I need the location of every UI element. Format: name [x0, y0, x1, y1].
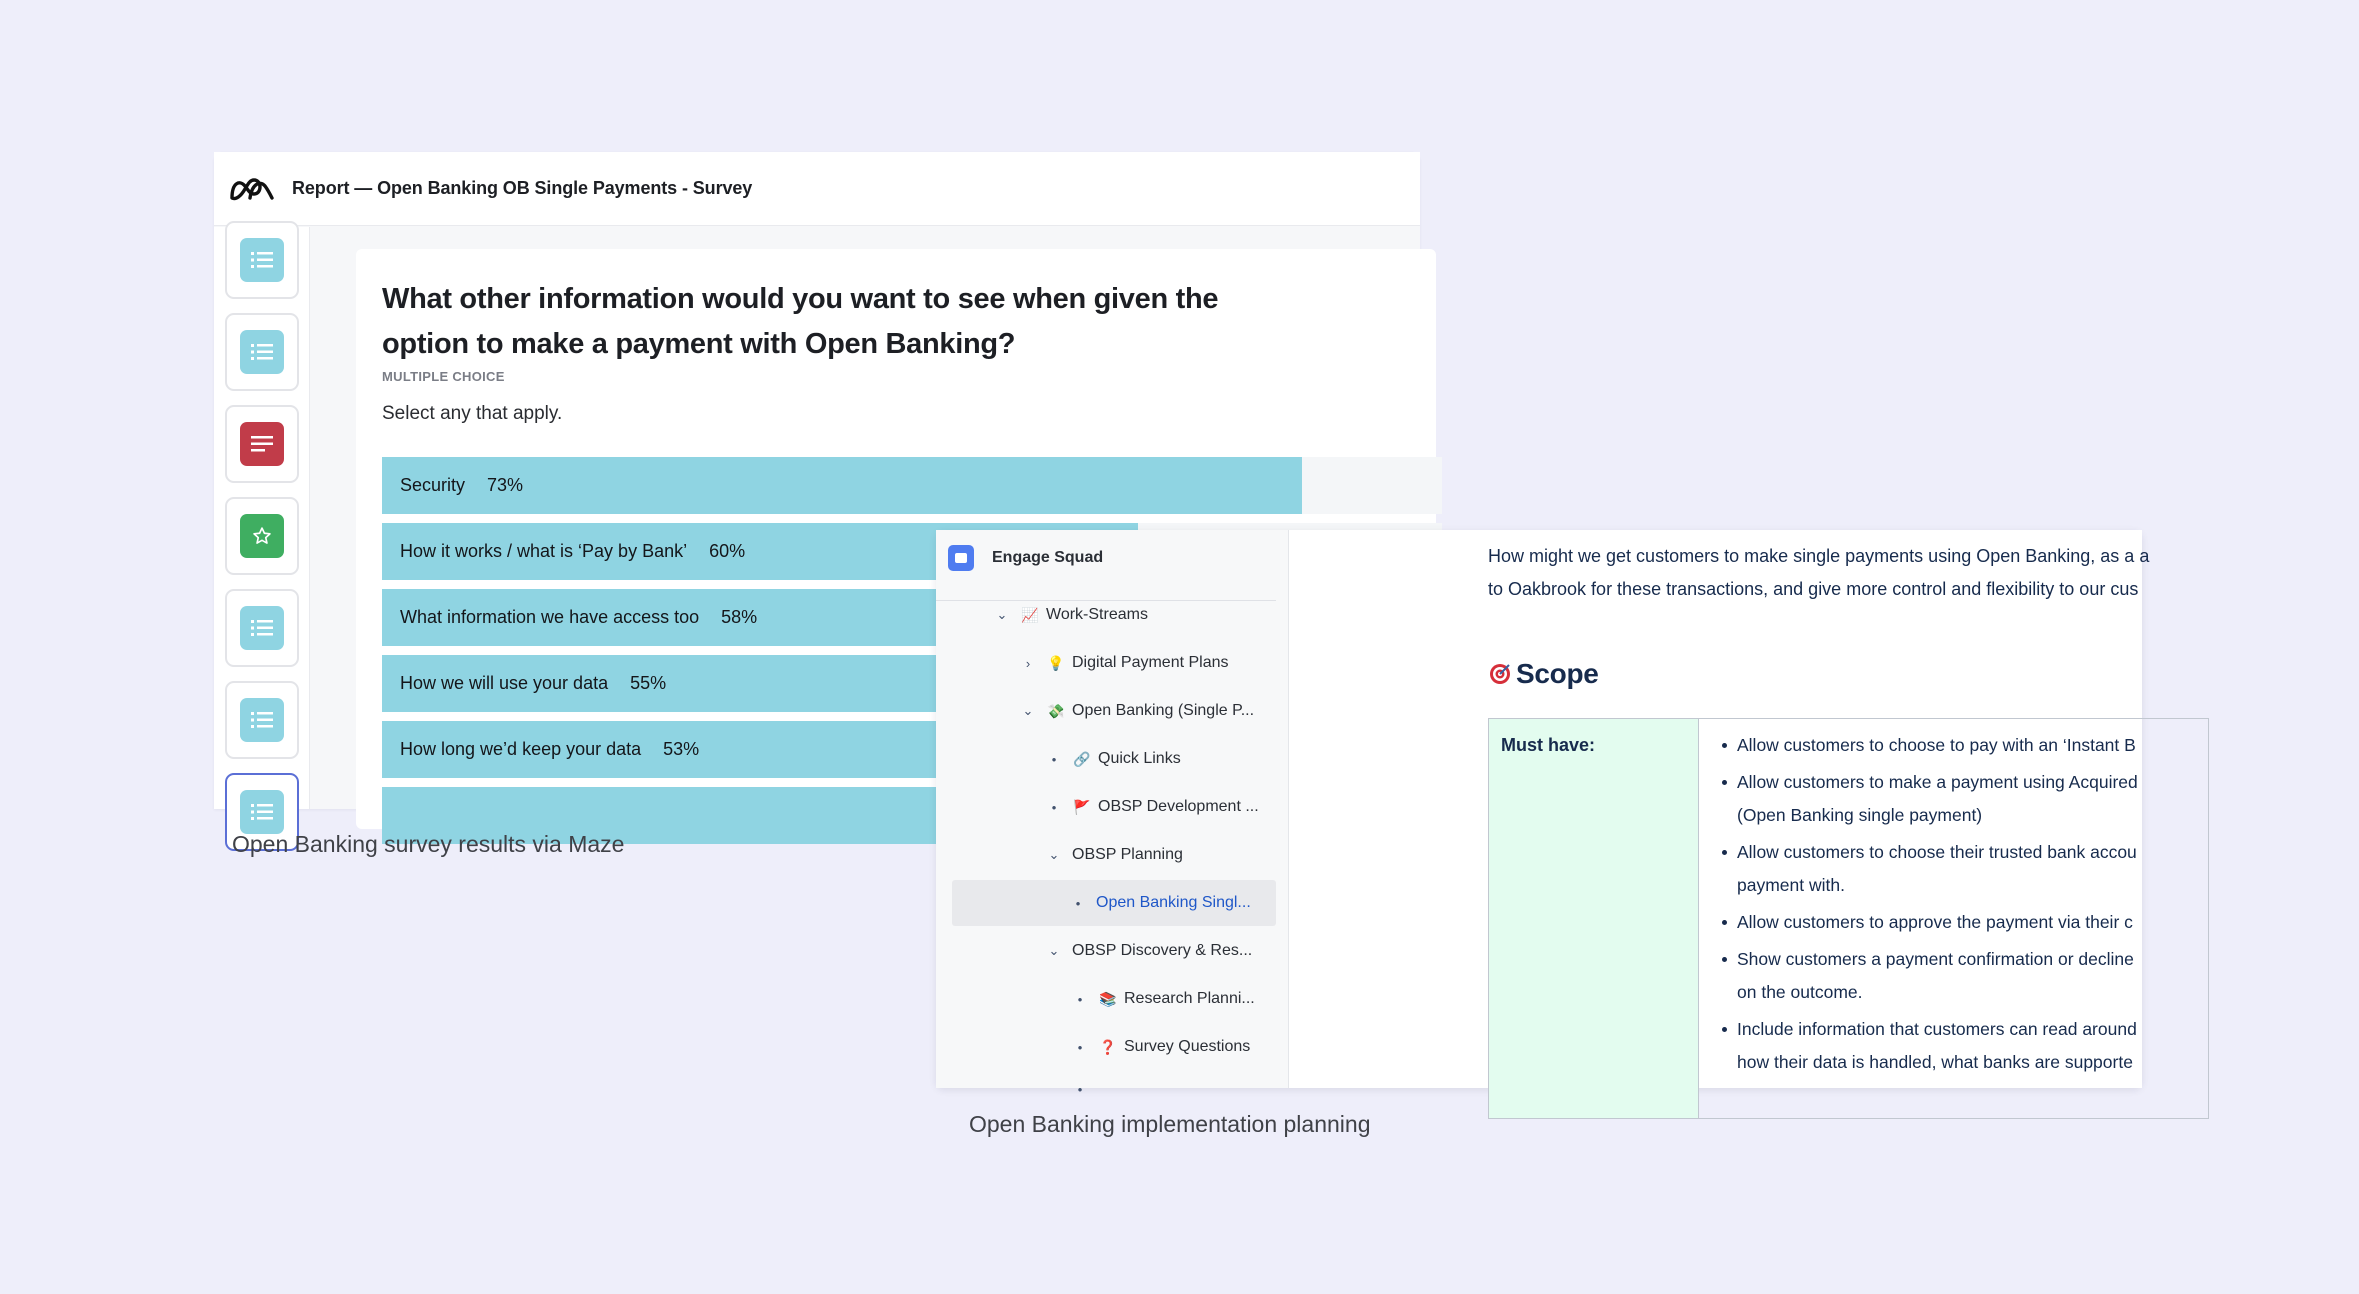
list-icon [240, 790, 284, 834]
bullet-icon: • [1077, 1081, 1083, 1097]
link-icon: 🔗 [1073, 750, 1091, 767]
answer-percent: 58% [721, 607, 758, 627]
flag-icon: 🚩 [1073, 798, 1091, 815]
tree-node-obsp-discovery[interactable] [1044, 928, 1252, 974]
lightbulb-icon: 💡 [1047, 654, 1065, 671]
scope-heading [1488, 654, 1599, 694]
list-icon [240, 330, 284, 374]
answer-percent: 73% [487, 475, 524, 495]
block-tile-4[interactable] [225, 497, 299, 575]
confluence-window [936, 530, 2150, 1097]
tree-node-label: OBSP Development ... [1098, 798, 1259, 815]
answer-label: How we will use your data [400, 673, 609, 693]
scope-heading-text: Scope [1516, 658, 1599, 689]
block-tile-6[interactable] [225, 681, 299, 759]
answer-label: Security [400, 475, 466, 495]
answer-label: What information we have access too [400, 607, 700, 627]
tree-node-obsp-development[interactable] [1044, 784, 1259, 830]
tree-node-label: Research Planni... [1124, 990, 1255, 1007]
intro-line: to Oakbrook for these transactions, and give more control and flexibility to our cus [1488, 579, 2139, 599]
tree-node-label: Open Banking (Single P... [1072, 702, 1255, 719]
answer-percent: 55% [630, 673, 667, 693]
maze-block-sidebar [214, 227, 310, 809]
maze-caption: Open Banking survey results via Maze [232, 831, 625, 857]
tree-node-research-planning[interactable] [1070, 976, 1255, 1022]
bullet-icon: • [1075, 895, 1081, 911]
question-mark-icon: ❓ [1099, 1038, 1117, 1055]
list-icon [240, 606, 284, 650]
answer-percent: 60% [709, 541, 746, 561]
answer-label: How long we’d keep your data [400, 739, 642, 759]
scope-table [1488, 718, 2209, 1119]
list-icon [240, 698, 284, 742]
tree-node-work-streams[interactable] [992, 592, 1148, 638]
scope-item: Allow customers to choose their trusted bank accou payment with. [1737, 836, 2208, 902]
scope-item: Show customers a payment confirmation or decline on the outcome. [1737, 943, 2208, 1009]
bullet-icon: • [1051, 799, 1057, 815]
tree-node-label: Quick Links [1098, 750, 1181, 767]
tree-node-label: Open Banking Singl... [1096, 894, 1251, 911]
block-tile-1[interactable] [225, 221, 299, 299]
space-header[interactable] [948, 542, 1103, 574]
tree-node-label: Digital Payment Plans [1072, 654, 1229, 671]
chevron-down-icon[interactable]: ⌄ [996, 607, 1008, 622]
tree-node-partial[interactable] [1070, 1066, 1098, 1112]
page-content [1290, 530, 2150, 1088]
tree-node-digital-payment-plans[interactable] [1018, 640, 1229, 686]
chevron-down-icon[interactable]: ⌄ [1048, 943, 1060, 958]
tree-node-label: Survey Questions [1124, 1038, 1251, 1055]
maze-titlebar [214, 152, 1420, 226]
confluence-caption: Open Banking implementation planning [969, 1111, 1371, 1137]
answer-bar [382, 457, 1442, 514]
chart-icon: 📈 [1021, 606, 1039, 623]
space-icon [948, 545, 974, 571]
chevron-down-icon[interactable]: ⌄ [1048, 847, 1060, 862]
must-have-items [1699, 719, 2209, 1119]
scope-item: Include information that customers can read around how their data is handled, what banks are supporte [1737, 1013, 2208, 1079]
books-icon: 📚 [1099, 990, 1117, 1007]
scope-item: Allow customers to choose to pay with an ‘Instant B [1737, 729, 2208, 762]
question-type-label: MULTIPLE CHOICE [382, 369, 505, 384]
bullet-icon: • [1077, 1039, 1083, 1055]
block-tile-2[interactable] [225, 313, 299, 391]
star-icon [240, 514, 284, 558]
bullet-icon: • [1051, 751, 1057, 767]
tree-node-quick-links[interactable] [1044, 736, 1181, 782]
must-have-label: Must have: [1489, 719, 1699, 1119]
tree-node-label: Work-Streams [1046, 606, 1148, 623]
scope-item: Allow customers to make a payment using Acquired (Open Banking single payment) [1737, 766, 2208, 832]
question-helper-text: Select any that apply. [382, 403, 563, 424]
tree-node-label: OBSP Discovery & Res... [1072, 942, 1253, 959]
report-title: Report — Open Banking OB Single Payments - Survey [292, 178, 753, 198]
chevron-down-icon[interactable]: ⌄ [1022, 703, 1034, 718]
tree-node-open-banking[interactable] [1018, 688, 1254, 734]
intro-paragraph [1488, 540, 2168, 606]
bullet-icon: • [1077, 991, 1083, 1007]
tree-node-label: OBSP Planning [1072, 846, 1183, 863]
chevron-right-icon[interactable]: › [1025, 655, 1031, 671]
text-lines-icon [240, 422, 284, 466]
block-tile-5[interactable] [225, 589, 299, 667]
money-icon: 💸 [1047, 702, 1065, 719]
space-name: Engage Squad [992, 549, 1104, 566]
target-icon [1488, 662, 1512, 686]
tree-node-obsp-planning[interactable] [1044, 832, 1183, 878]
tree-node-open-banking-single[interactable] [952, 880, 1276, 926]
scope-item: Allow customers to approve the payment via their c [1737, 906, 2208, 939]
answer-percent: 53% [663, 739, 700, 759]
answer-label: How it works / what is ‘Pay by Bank’ [400, 541, 688, 561]
block-tile-3[interactable] [225, 405, 299, 483]
page-tree-sidebar [936, 530, 1289, 1097]
question-title: What other information would you want to see when given the option to make a payment with Open Banking? [382, 283, 1219, 360]
tree-node-survey-questions[interactable] [1070, 1024, 1250, 1070]
maze-logo-icon [228, 174, 276, 204]
list-icon [240, 238, 284, 282]
intro-line: How might we get customers to make single payments using Open Banking, as a a [1488, 546, 2150, 566]
